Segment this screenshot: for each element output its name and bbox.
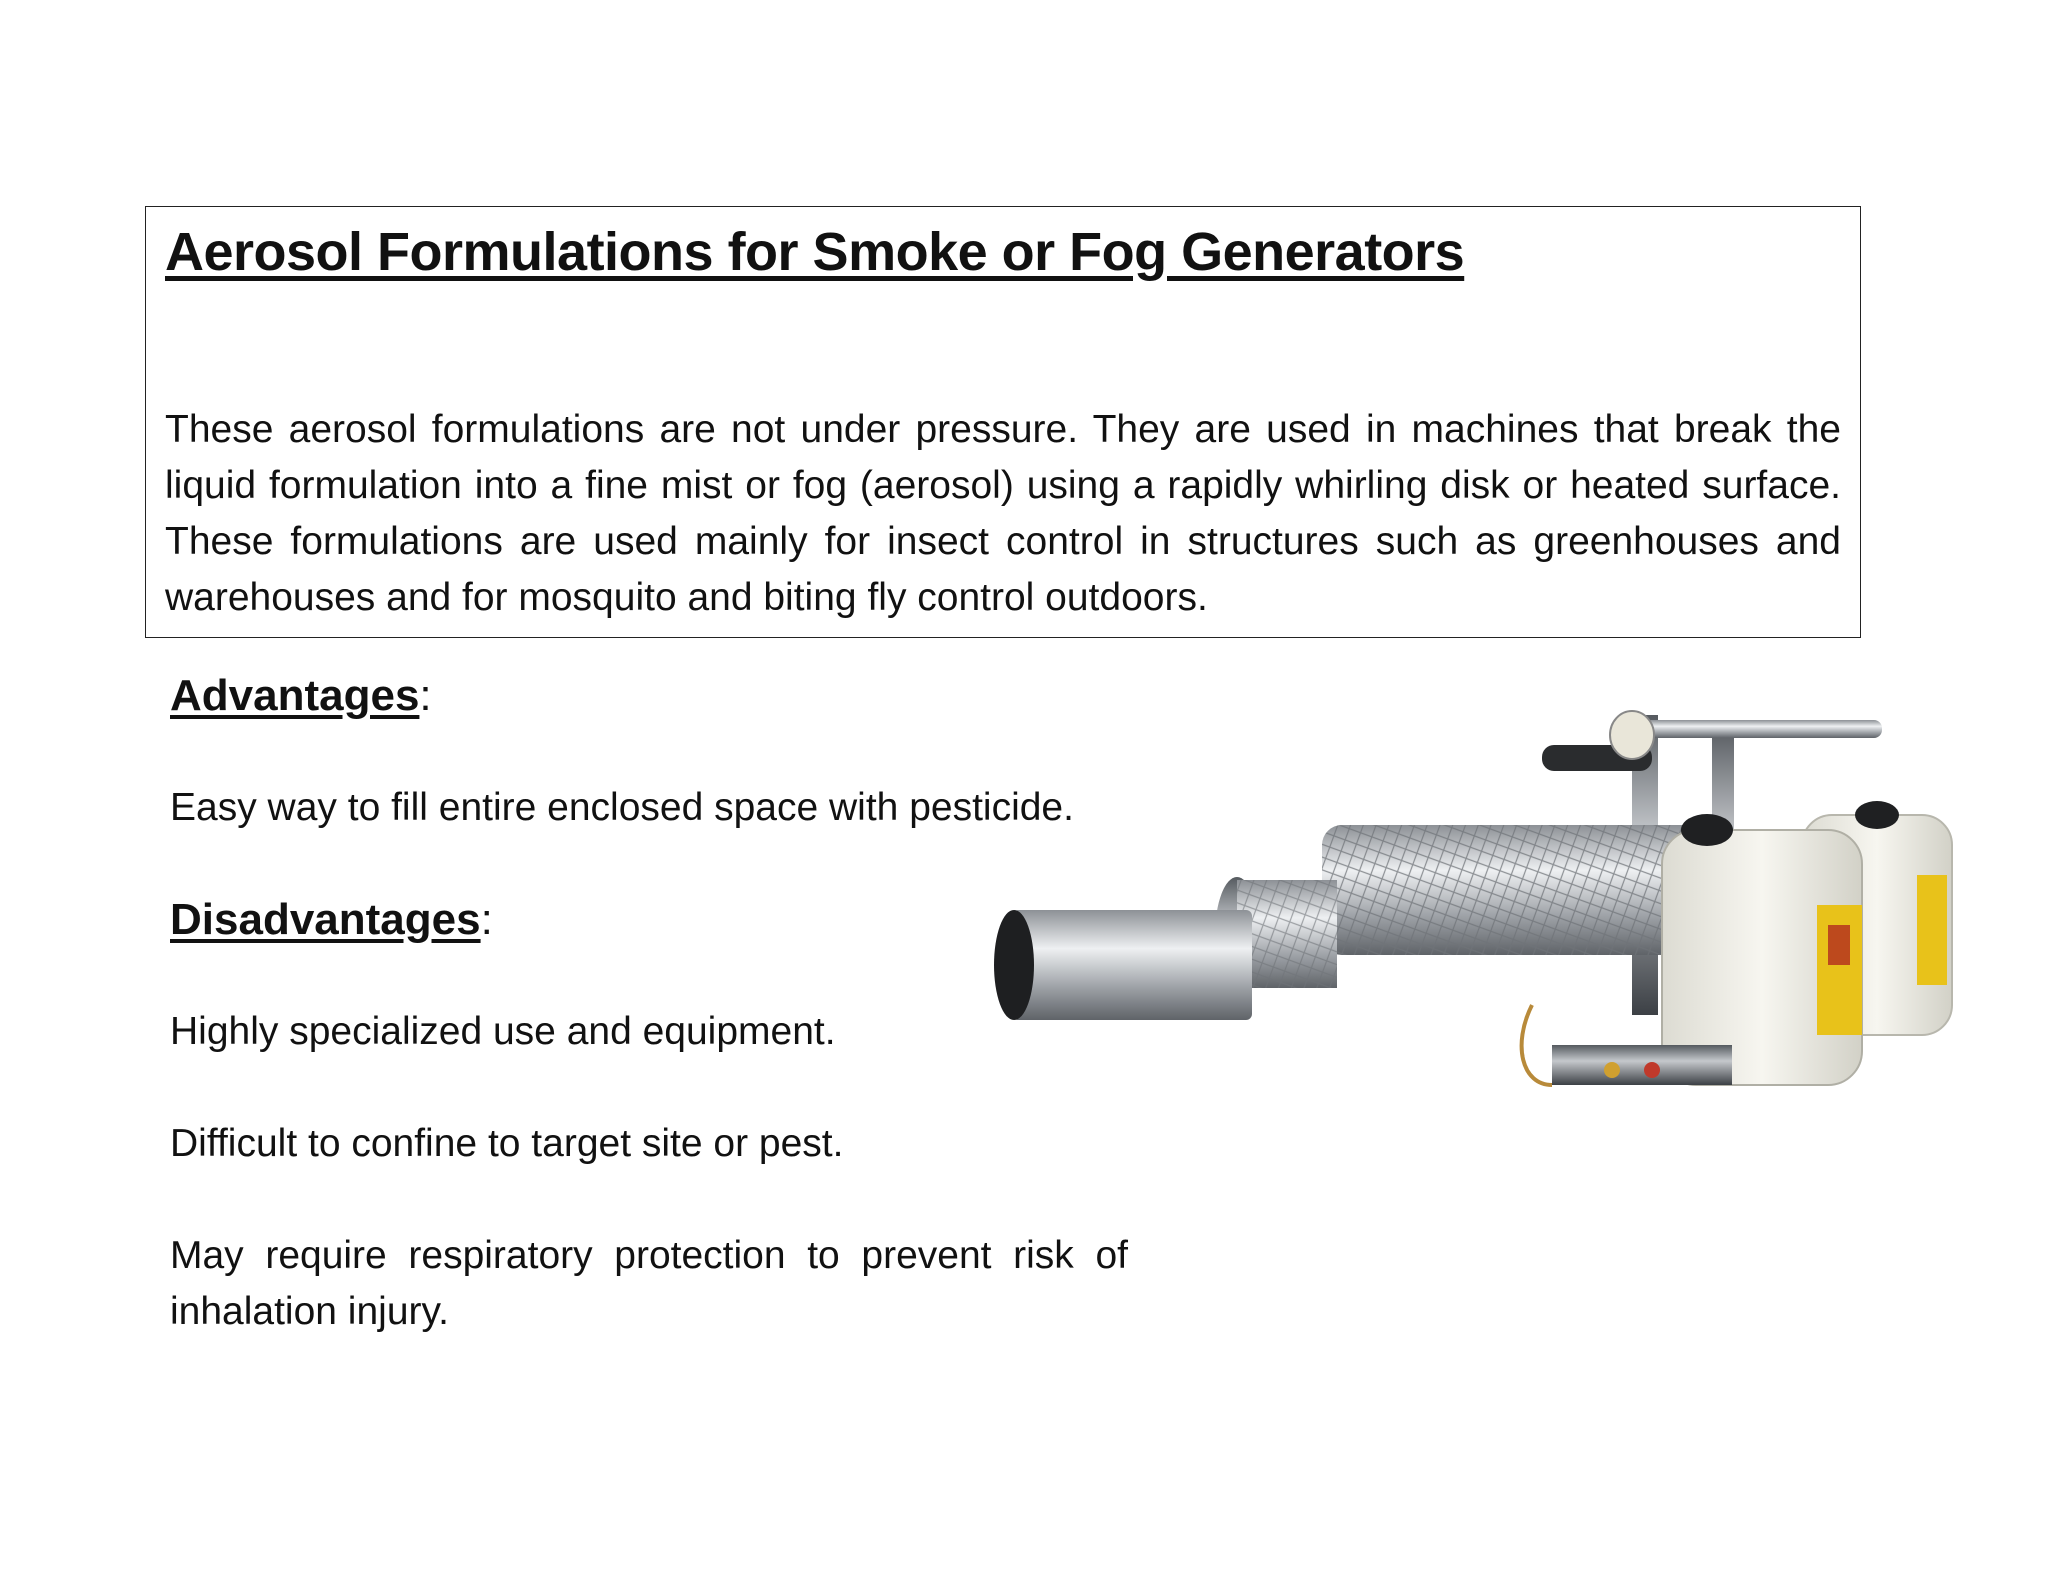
tank-cap-icon	[1855, 801, 1899, 829]
top-handle-bar-icon	[1622, 720, 1882, 738]
advantages-heading	[170, 668, 1128, 724]
slide-title: Aerosol Formulations for Smoke or Fog Generators	[165, 222, 1465, 282]
warning-label-icon	[1817, 905, 1862, 1035]
intro-box	[145, 206, 1861, 638]
disadvantages-heading-text: Disadvantages	[170, 895, 481, 944]
pros-cons-section	[170, 668, 1128, 1340]
advantage-item: Easy way to fill entire enclosed space with pesticide.	[170, 786, 1074, 829]
fuel-cap-icon	[1610, 711, 1654, 759]
advantages-heading-text: Advantages	[170, 671, 420, 720]
nozzle-pipe-icon	[1012, 910, 1252, 1020]
disadvantage-item: May require respiratory protection to prevent risk of inhalation injury.	[170, 1234, 1128, 1333]
base-bracket-icon	[1552, 1045, 1732, 1085]
nozzle-opening-icon	[994, 910, 1034, 1020]
disadvantage-item: Difficult to confine to target site or pest.	[170, 1122, 844, 1165]
intro-paragraph: These aerosol formulations are not under pressure. They are used in machines that break the liquid formulation into a fine mist or fog (aerosol) using a rapidly whirling disk or heated surface. These formulations are used mainly for insect control in structures such as greenhouses and warehouses and for mosquito and biting fly control outdoors.	[165, 408, 1841, 619]
disadvantages-heading-colon: :	[480, 895, 493, 944]
advantages-heading-colon: :	[419, 671, 432, 720]
disadvantage-item: Highly specialized use and equipment.	[170, 1010, 836, 1053]
fogging-machine-illustration	[992, 705, 1972, 1125]
disadvantages-heading	[170, 892, 1128, 948]
tank-cap-icon	[1681, 814, 1733, 846]
fogging-machine-photo	[992, 705, 1972, 1125]
warning-label-icon	[1917, 875, 1947, 985]
